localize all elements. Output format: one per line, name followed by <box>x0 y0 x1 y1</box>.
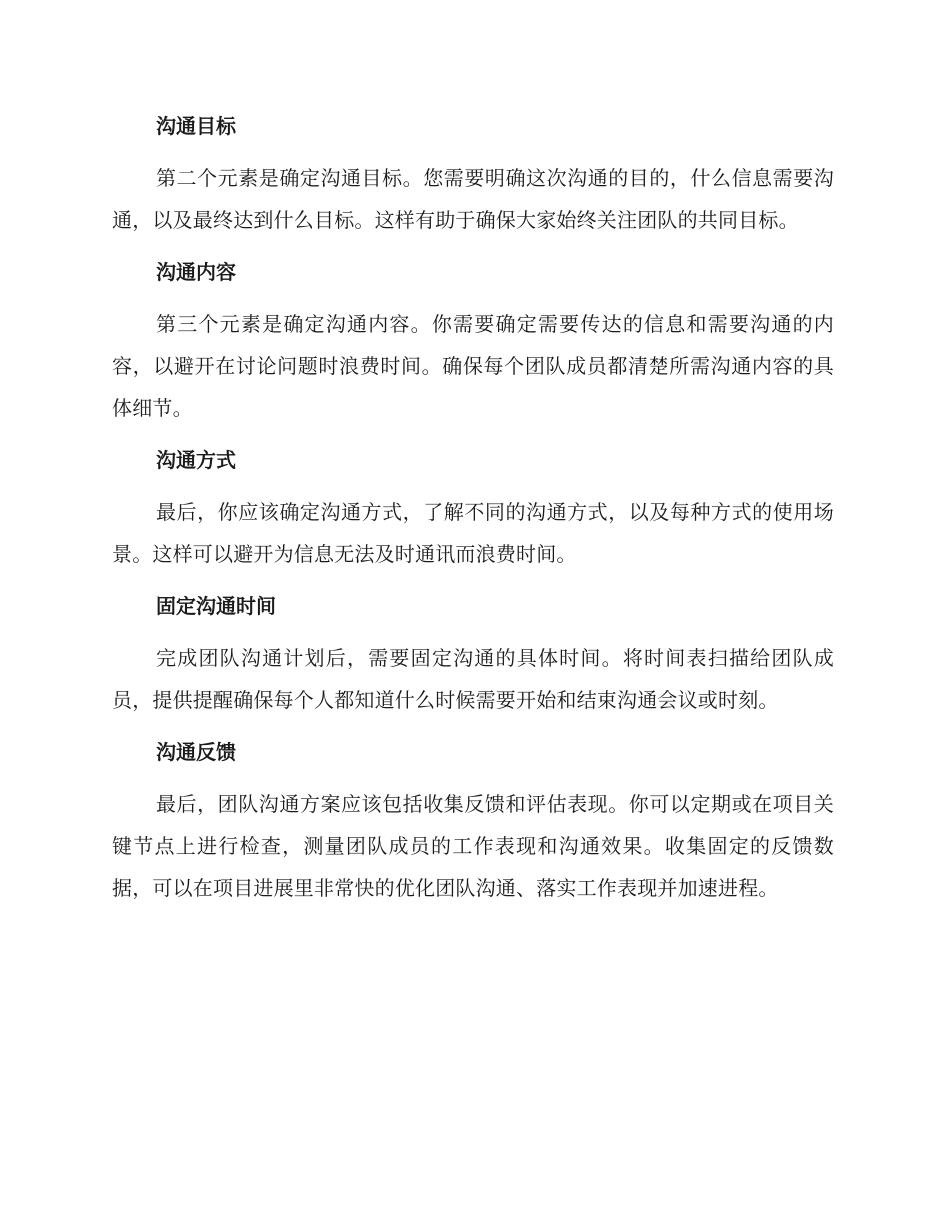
section-heading: 沟通内容 <box>156 260 236 284</box>
section-heading: 沟通目标 <box>156 114 236 138</box>
section-heading: 沟通方式 <box>156 448 236 472</box>
section-communication-method <box>112 439 834 575</box>
section-paragraph: 第三个元素是确定沟通内容。你需要确定需要传达的信息和需要沟通的内容，以避开在讨论问题时浪费时间。确保每个团队成员都清楚所需沟通内容的具体细节。 <box>112 312 834 420</box>
section-communication-feedback <box>112 731 834 909</box>
section-communication-content <box>112 251 834 429</box>
section-paragraph: 最后，你应该确定沟通方式，了解不同的沟通方式，以及每种方式的使用场景。这样可以避开为信息无法及时通讯而浪费时间。 <box>112 500 834 566</box>
section-heading: 沟通反馈 <box>156 740 236 764</box>
section-heading: 固定沟通时间 <box>156 594 276 618</box>
section-paragraph: 完成团队沟通计划后，需要固定沟通的具体时间。将时间表扫描给团队成员，提供提醒确保每个人都知道什么时候需要开始和结束沟通会议或时刻。 <box>112 646 834 712</box>
section-fixed-communication-time <box>112 585 834 721</box>
document-page <box>112 105 834 919</box>
section-communication-goal <box>112 105 834 241</box>
section-paragraph: 第二个元素是确定沟通目标。您需要明确这次沟通的目的，什么信息需要沟通，以及最终达到什么目标。这样有助于确保大家始终关注团队的共同目标。 <box>112 166 834 232</box>
section-paragraph: 最后，团队沟通方案应该包括收集反馈和评估表现。你可以定期或在项目关键节点上进行检查，测量团队成员的工作表现和沟通效果。收集固定的反馈数据，可以在项目进展里非常快的优化团队沟通、落实工作表现并加速进程。 <box>112 792 834 900</box>
